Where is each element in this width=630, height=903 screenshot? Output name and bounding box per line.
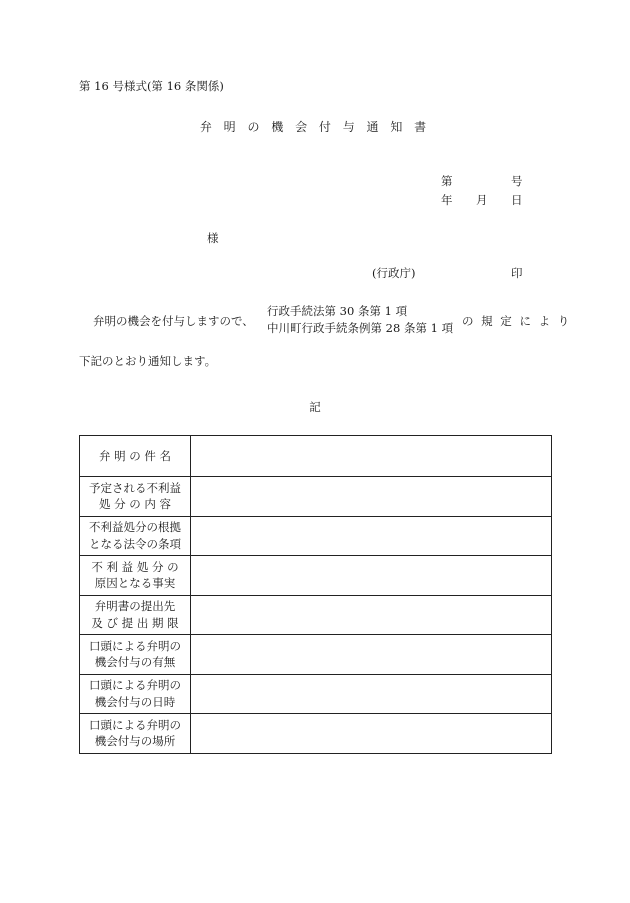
table-row xyxy=(80,516,552,556)
row-value-cell[interactable] xyxy=(191,436,552,477)
row-value-cell[interactable] xyxy=(191,595,552,635)
date-year: 年 xyxy=(441,193,453,207)
number-suffix: 号 xyxy=(511,174,523,188)
row-label-line: 不利益処分の根拠 xyxy=(89,520,181,535)
row-value-cell[interactable] xyxy=(191,714,552,754)
row-label xyxy=(80,556,191,596)
row-label xyxy=(80,674,191,714)
notify-text: 下記のとおり通知します。 xyxy=(79,354,217,368)
row-value-cell[interactable] xyxy=(191,674,552,714)
addressee-honorific: 様 xyxy=(207,231,219,245)
row-label-line: 及 び 提 出 期 限 xyxy=(91,615,179,630)
table-row xyxy=(80,714,552,754)
table-row xyxy=(80,595,552,635)
details-table xyxy=(79,435,552,754)
row-label xyxy=(80,635,191,675)
row-label xyxy=(80,714,191,754)
row-label-line: 口頭による弁明の xyxy=(89,717,181,732)
row-label xyxy=(80,436,191,477)
issuing-agency: (行政庁) xyxy=(372,266,416,280)
row-label-line: 機会付与の日時 xyxy=(94,694,176,709)
row-label-line: 原因となる事実 xyxy=(94,576,176,591)
ki-heading: 記 xyxy=(309,400,321,414)
row-label-line: となる法令の条項 xyxy=(89,536,181,551)
date-day: 日 xyxy=(511,193,523,207)
document-title: 弁 明 の 機 会 付 与 通 知 書 xyxy=(199,120,431,134)
row-label xyxy=(80,595,191,635)
table-row xyxy=(80,477,552,517)
row-value-cell[interactable] xyxy=(191,556,552,596)
row-value-cell[interactable] xyxy=(191,635,552,675)
row-label-line: 弁明書の提出先 xyxy=(94,599,176,614)
row-label-line: 機会付与の場所 xyxy=(94,734,176,749)
row-label-line: 弁 明 の 件 名 xyxy=(98,448,172,463)
law-reference-2: 中川町行政手続条例第 28 条第 1 項 xyxy=(267,321,454,335)
provision-text: の 規 定 に よ り xyxy=(462,314,572,328)
table-row xyxy=(80,674,552,714)
body-lead-text: 弁明の機会を付与しますので、 xyxy=(93,314,254,328)
table-row xyxy=(80,436,552,477)
row-label-line: 口頭による弁明の xyxy=(89,638,181,653)
row-label-line: 予定される不利益 xyxy=(89,480,181,495)
row-label-line: 機会付与の有無 xyxy=(94,655,176,670)
row-label-line: 処 分 の 内 容 xyxy=(98,497,172,512)
seal-mark: 印 xyxy=(511,266,523,280)
row-label-line: 口頭による弁明の xyxy=(89,678,181,693)
number-prefix: 第 xyxy=(441,174,453,188)
row-label-line: 不 利 益 処 分 の xyxy=(91,559,179,574)
row-value-cell[interactable] xyxy=(191,477,552,517)
row-value-cell[interactable] xyxy=(191,516,552,556)
row-label xyxy=(80,477,191,517)
law-reference-1: 行政手続法第 30 条第 1 項 xyxy=(267,304,408,318)
table-row xyxy=(80,556,552,596)
form-number-label: 第 16 号様式(第 16 条関係) xyxy=(79,79,224,93)
row-label xyxy=(80,516,191,556)
date-month: 月 xyxy=(476,193,488,207)
table-row xyxy=(80,635,552,675)
